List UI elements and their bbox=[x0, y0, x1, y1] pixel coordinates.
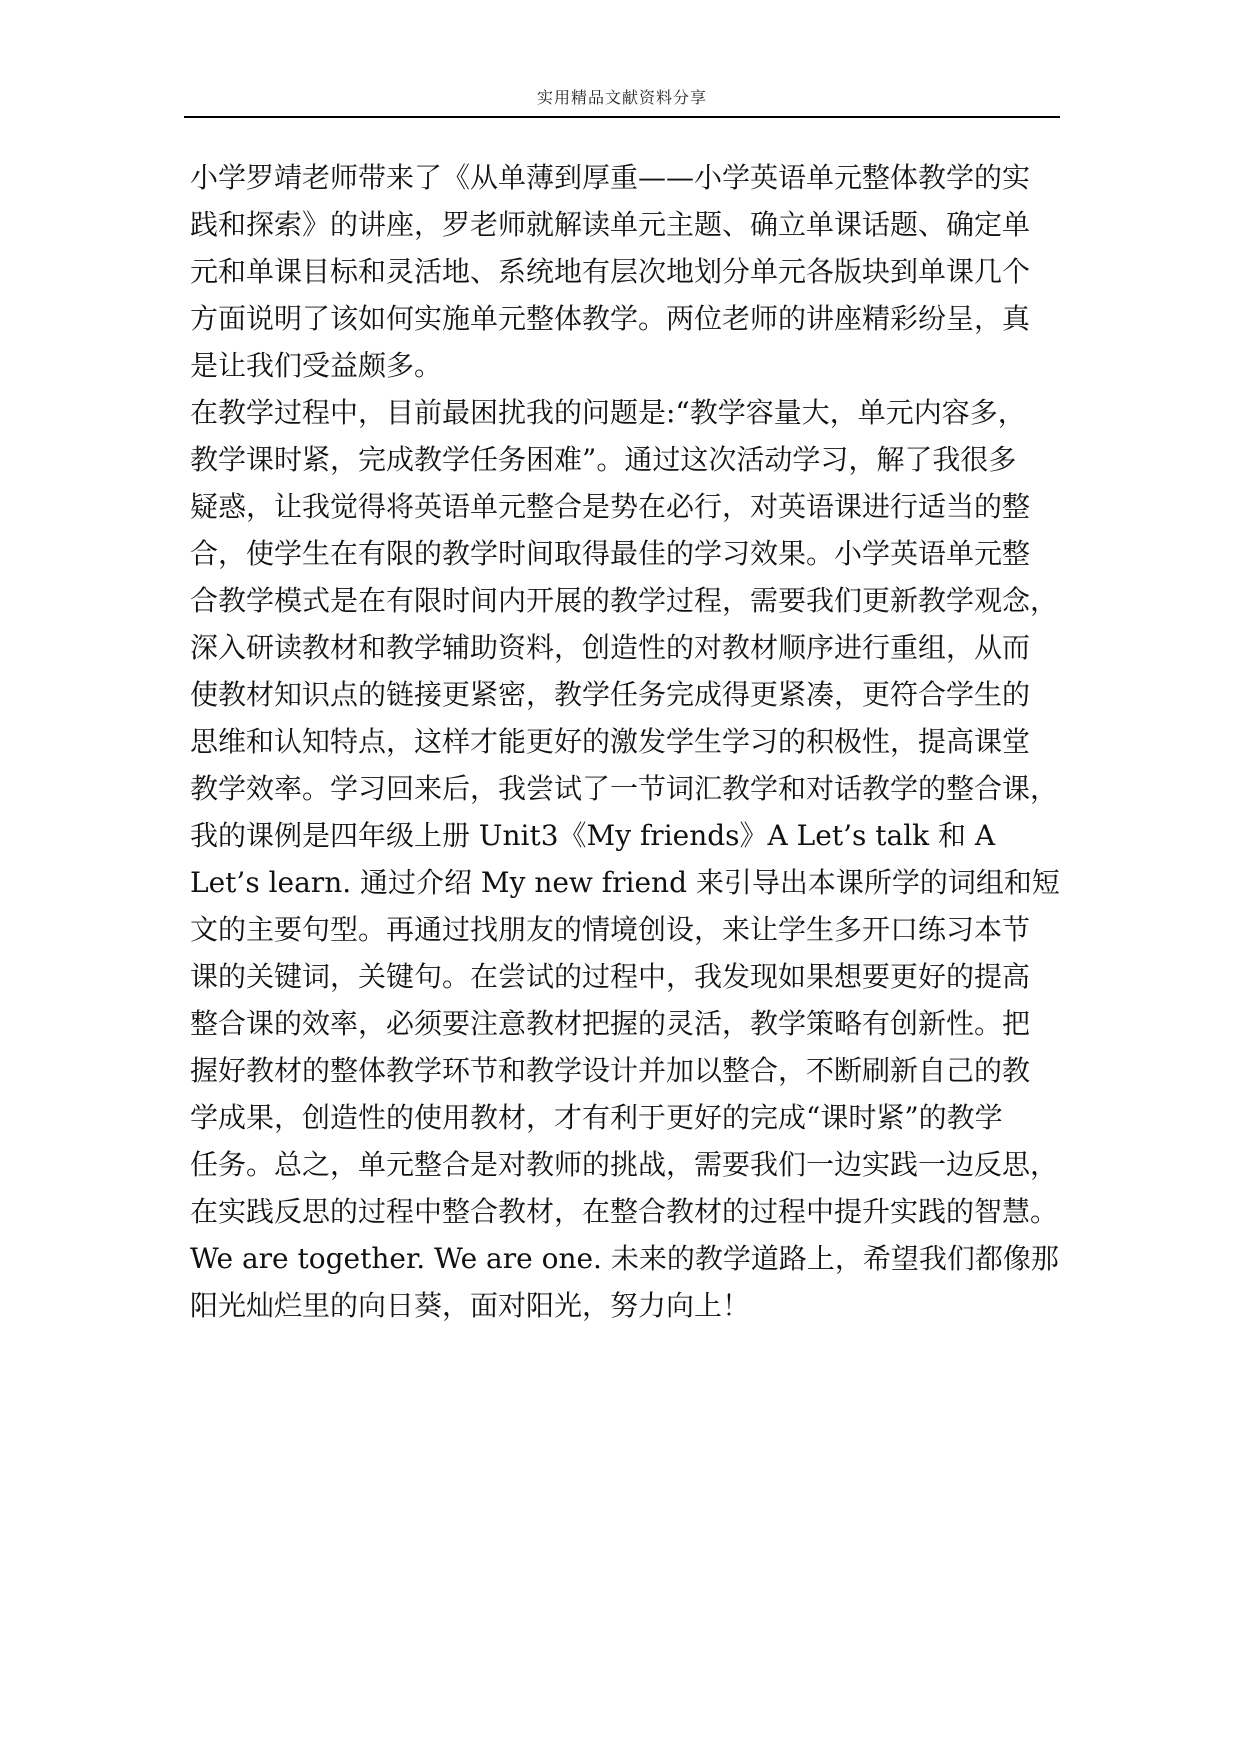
document-body bbox=[190, 154, 1060, 1329]
text-line: 使教材知识点的链接更紧密，教学任务完成得更紧凑，更符合学生的 bbox=[190, 678, 1031, 711]
text-line: 教学效率。学习回来后，我尝试了一节词汇教学和对话教学的整合课， bbox=[190, 772, 1059, 805]
text-line: 我的课例是四年级上册 Unit3《My friends》A Let’s talk 和 A bbox=[190, 819, 996, 852]
text-line: 教学课时紧，完成教学任务困难”。通过这次活动学习，解了我很多 bbox=[190, 443, 1017, 476]
header-title: 实用精品文献资料分享 bbox=[536, 88, 707, 107]
text-line: 深入研读教材和教学辅助资料，创造性的对教材顺序进行重组，从而 bbox=[190, 631, 1031, 664]
page-header bbox=[184, 86, 1060, 118]
text-line: 握好教材的整体教学环节和教学设计并加以整合，不断刷新自己的教 bbox=[190, 1054, 1031, 1087]
text-line: We are together. We are one. 未来的教学道路上，希望我们都像那 bbox=[190, 1242, 1059, 1275]
text-line: 合，使学生在有限的教学时间取得最佳的学习效果。小学英语单元整 bbox=[190, 537, 1031, 570]
text-line: 践和探索》的讲座，罗老师就解读单元主题、确立单课话题、确定单 bbox=[190, 208, 1031, 241]
text-line: 是让我们受益颇多。 bbox=[190, 349, 443, 382]
text-line: 学成果，创造性的使用教材，才有利于更好的完成“课时紧”的教学 bbox=[190, 1101, 1003, 1134]
text-line: 在实践反思的过程中整合教材，在整合教材的过程中提升实践的智慧。 bbox=[190, 1195, 1059, 1228]
text-line: Let’s learn. 通过介绍 My new friend 来引导出本课所学的词组和短 bbox=[190, 866, 1060, 899]
text-line: 疑惑，让我觉得将英语单元整合是势在必行，对英语课进行适当的整 bbox=[190, 490, 1031, 523]
text-line: 文的主要句型。再通过找朋友的情境创设，来让学生多开口练习本节 bbox=[190, 913, 1031, 946]
text-line: 整合课的效率，必须要注意教材把握的灵活，教学策略有创新性。把 bbox=[190, 1007, 1031, 1040]
text-line: 任务。总之，单元整合是对教师的挑战，需要我们一边实践一边反思， bbox=[190, 1148, 1059, 1181]
text-line: 在教学过程中，目前最困扰我的问题是:“教学容量大，单元内容多， bbox=[190, 396, 1026, 429]
text-line: 小学罗靖老师带来了《从单薄到厚重——小学英语单元整体教学的实 bbox=[190, 161, 1031, 194]
text-line: 阳光灿烂里的向日葵，面对阳光，努力向上！ bbox=[190, 1289, 751, 1322]
text-line: 元和单课目标和灵活地、系统地有层次地划分单元各版块到单课几个 bbox=[190, 255, 1031, 288]
text-line: 课的关键词，关键句。在尝试的过程中，我发现如果想要更好的提高 bbox=[190, 960, 1031, 993]
text-line: 合教学模式是在有限时间内开展的教学过程，需要我们更新教学观念， bbox=[190, 584, 1059, 617]
text-line: 方面说明了该如何实施单元整体教学。两位老师的讲座精彩纷呈，真 bbox=[190, 302, 1031, 335]
text-line: 思维和认知特点，这样才能更好的激发学生学习的积极性，提高课堂 bbox=[190, 725, 1031, 758]
